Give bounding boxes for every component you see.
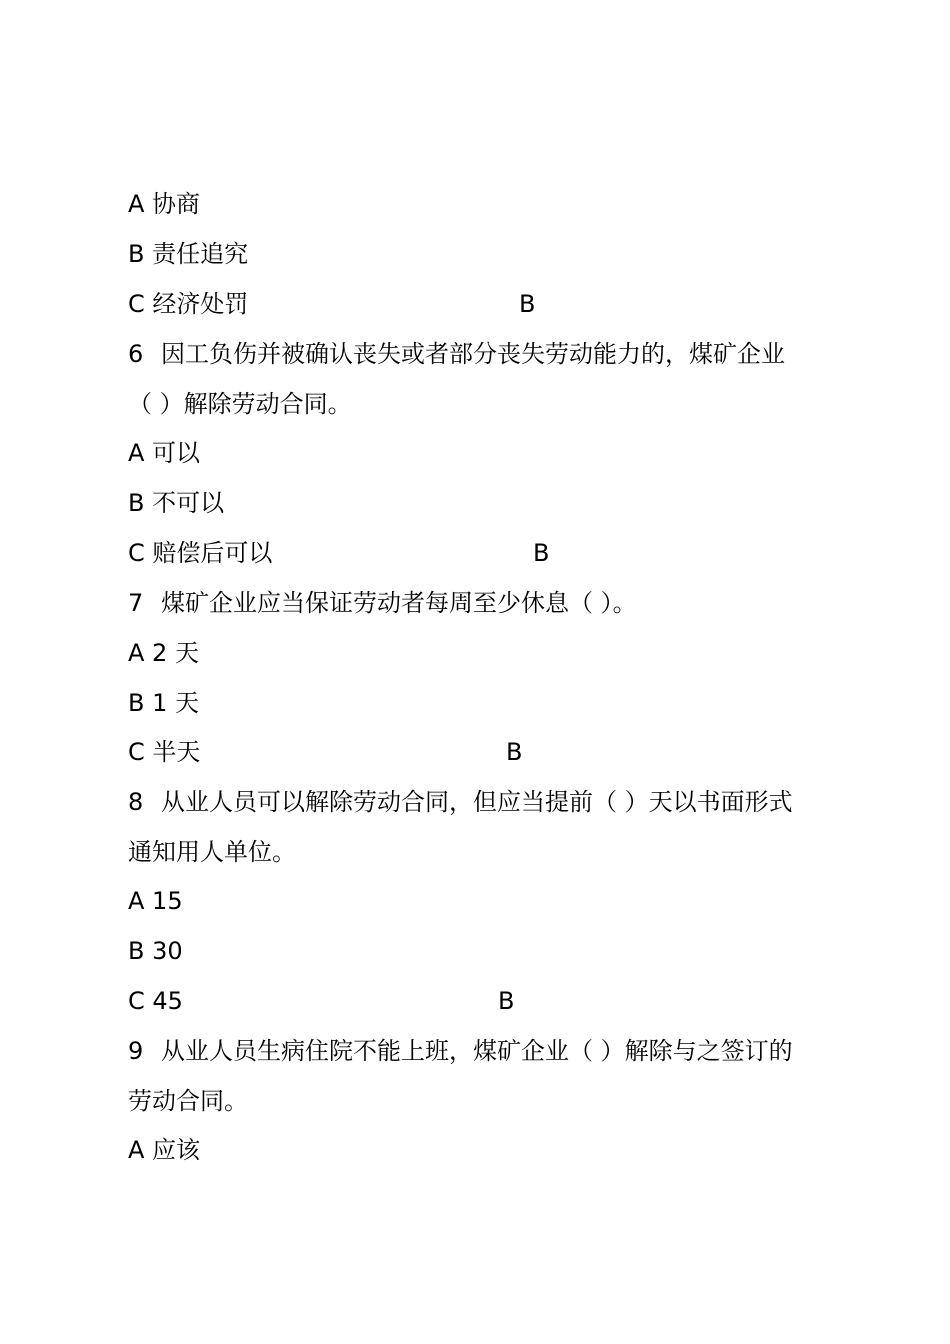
q8-stem-line1 [128,787,793,817]
q8-option-a: A 15 [128,887,183,915]
q5-option-a: A 协商 [128,190,201,218]
q9-stem-line2: 劳动合同。 [128,1087,248,1115]
q8-stem-line2: 通知用人单位。 [128,838,296,866]
q9-number: 9 [128,1037,144,1065]
q6-option-a: A 可以 [128,439,201,467]
q7-option-c: C 半天 [128,738,201,766]
q6-option-b: B 不可以 [128,489,225,517]
q6-number: 6 [128,340,144,368]
q7-option-b: B 1 天 [128,689,199,717]
q8-option-c: C 45 [128,987,183,1015]
q7-answer: B [506,738,523,766]
q7-number: 7 [128,589,144,617]
q7-option-a: A 2 天 [128,639,199,667]
q9-text-line1: 从业人员生病住院不能上班，煤矿企业（ ）解除与之签订的 [161,1037,793,1065]
q8-option-b: B 30 [128,937,183,965]
q7-stem-line1 [128,588,637,618]
q8-answer: B [498,987,515,1015]
q5-option-b: B 责任追究 [128,240,249,268]
q6-answer: B [533,539,550,567]
q9-stem-line1 [128,1036,793,1066]
q5-option-c: C 经济处罚 [128,290,249,318]
q5-answer: B [519,290,536,318]
q6-option-c: C 赔偿后可以 [128,539,273,567]
q8-text-line1: 从业人员可以解除劳动合同，但应当提前（ ）天以书面形式 [161,788,793,816]
q6-stem-line1 [128,339,785,369]
q6-text-line1: 因工负伤并被确认丧失或者部分丧失劳动能力的，煤矿企业 [161,340,785,368]
q6-stem-line2: （ ）解除劳动合同。 [128,390,352,418]
q9-option-a: A 应该 [128,1136,201,1164]
q8-number: 8 [128,788,144,816]
q7-text-line1: 煤矿企业应当保证劳动者每周至少休息（ ）。 [161,589,637,617]
